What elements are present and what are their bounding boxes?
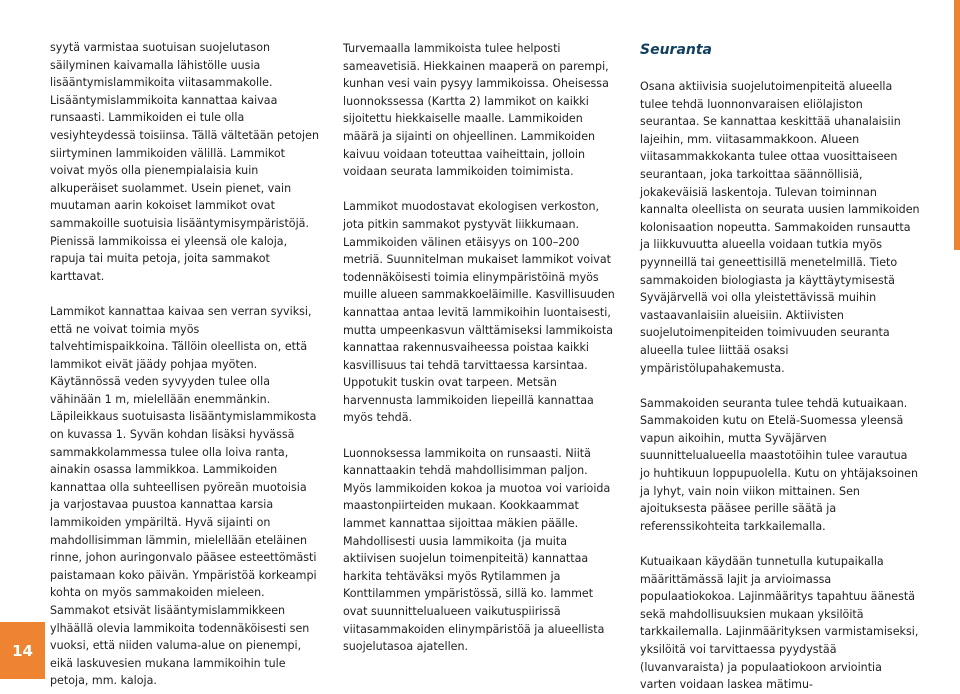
column-1 xyxy=(50,39,320,690)
paragraph: syytä varmistaa suotuisan suojelutason säilyminen kaivamalla lähistölle uusia lisääntymislammikoita viitasammakolle. Lisääntymislammikoita kannattaa kaivaa runsaasti. Lammikoiden ei tule olla vesiyhteydessä toisiinsa. Tällä vältetään petojen siirtyminen lammikoiden välillä. Lammikot voivat myös olla pienempialaisia kuin alkuperäiset suolammet. Usein pienet, vain muutaman aarin kokoiset lammikot ovat sammakoille suotuisia lisääntymisympäristöjä. Pienissä lammikoissa ei yleensä ole kaloja, rapuja tai muita petoja, joita sammakot karttavat. xyxy=(50,41,320,283)
accent-bar xyxy=(954,0,960,250)
paragraph: Luonnoksessa lammikoita on runsaasti. Niitä kannattaakin tehdä mahdollisimman paljon. Myös lammikoiden kokoa ja muotoa voi varioida maastonpiirteiden mukaan. Kookkaammat lammet kannattaa sijoittaa mäkien päälle. Mahdollisesti uusia lammikoita (ja muita aktiivisen suojelun toimenpiteitä) kannattaa harkita tehtäväksi myös Rytilammen ja Konttilammen ympäristössä, sillä ko. lammet ovat suunnittelualueen vaikutuspiirissä viitasammakoiden elinympäristöä ja alueellista suojelutasoa ajatellen. xyxy=(343,446,611,654)
paragraph: Osana aktiivisia suojelutoimenpiteitä alueella tulee tehdä luonnonvaraisen eliölajiston seurantaa. Se kannattaa keskittää uhanalaisiin lajeihin, mm. viitasammakkoon. Alueen viitasammakkokanta tulee ottaa vuosittaiseen seurantaan, joka tarkoittaa säännöllisiä, jokakeväisiä laskentoja. Tulevan toiminnan kannalta oleellista on seurata uusien lammikoiden kolonisaation nopeutta. Sammakoiden runsautta ja liikkuvuutta alueella voidaan tutkia myös pyynneillä tai geneettisillä menetelmillä. Tieto sammakoiden biologiasta ja käyttäytymisestä Syväjärvellä voi olla yleistettävissä muihin vastaavanlaisiin alueisiin. Aktiivisten suojelutoimenpiteiden toimivuuden seuranta alueella tulee liittää osaksi ympäristölupahakemusta. xyxy=(640,80,920,375)
page-number: 14 xyxy=(0,622,45,679)
section-heading: Seuranta xyxy=(640,42,713,58)
column-3 xyxy=(640,40,920,694)
paragraph: Lammikot kannattaa kaivaa sen verran syviksi, että ne voivat toimia myös talvehtimispaikkoina. Tällöin oleellista on, että lammikot eivät jäädy pohjaa myöten. Käytännössä veden syvyyden tulee olla vähinään 1 m, mielellään enemmänkin. Läpileikkaus suotuisasta lisääntymislammikosta on kuvassa 1. Syvän kohdan lisäksi hyvässä sammakkolammessa tulee olla loiva ranta, ainakin osassa lammikkoa. Lammikoiden kannattaa olla suhteellisen pyöreän muotoisia ja varjostavaa puustoa kannattaa karsia lammikoiden ympäriltä. Hyvä sijainti on mahdollisimman lämmin, mielellään eteläinen rinne, johon auringonvalo pääsee esteettömästi paistamaan koko päivän. Ympäristöä korkeampi kohta on myös sammakoiden mieleen. Sammakot etsivät lisääntymislammikkeen ylhäällä olevia lammikoita todennäköisesti sen vuoksi, että niiden valuma-alue on pienempi, eikä laskuvesien mukana lammikoihin tule petoja, mm. kaloja. xyxy=(50,304,317,688)
column-2 xyxy=(343,40,617,656)
paragraph: Turvemaalla lammikoista tulee helposti sameavetisiä. Hiekkainen maaperä on parempi, kunhan vesi vain pysyy lammikoissa. Oheisessa luonnokssessa (Kartta 2) lammikot on kaikki sijoitettu hiekkaiselle maalle. Lammikoiden määrä ja sijainti on ohjeellinen. Lammikoiden kaivuu voidaan toteuttaa vaiheittain, jolloin voidaan seurata lammikoiden toimimista. xyxy=(343,42,609,179)
paragraph: Sammakoiden seuranta tulee tehdä kutuaikaan. Sammakoiden kutu on Etelä-Suomessa yleensä vapun aikoihin, mutta Syväjärven suunnittelualueella maastotöihin tulee varautua jo huhtikuun loppupuolella. Kutu on yhtäjaksoinen ja lyhyt, vain noin viikon mittainen. Sen ajoituksesta pääsee perille säätä ja referenssikohteita tarkkailemalla. xyxy=(640,396,918,533)
paragraph: Kutuaikaan käydään tunnetulla kutupaikalla määrittämässä lajit ja arvioimassa populaatiokokoa. Lajinmääritys tapahtuu äänestä sekä mahdollisuuksien mukaan yksilöitä tarkkailemalla. Lajinmäärityksen varmistamiseksi, yksilöitä voi tarvittaessa pyydystää (luvanvaraista) ja populaatiokoon arviointia varten voidaan laskea mätimu- xyxy=(640,555,919,692)
paragraph: Lammikot muodostavat ekologisen verkoston, jota pitkin sammakot pystyvät liikkumaan. Lammikoiden välinen etäisyys on 100–200 metriä. Suunnitelman mukaiset lammikot voivat todennäköisesti toimia elinympäristöinä myös muille alueen sammakkoeläimille. Kasvillisuuden kannattaa antaa levitä lammikoihin luontaisesti, mutta umpeenkasvun välttämiseksi lammikoista kannattaa rakennusvaiheessa poistaa kaikki kasvillisuus tai tehdä tarvittaessa karsintaa. Uppotukit tuskin ovat tarpeen. Metsän harvennusta lammikoiden liepeillä kannattaa myös tehdä. xyxy=(343,200,615,425)
